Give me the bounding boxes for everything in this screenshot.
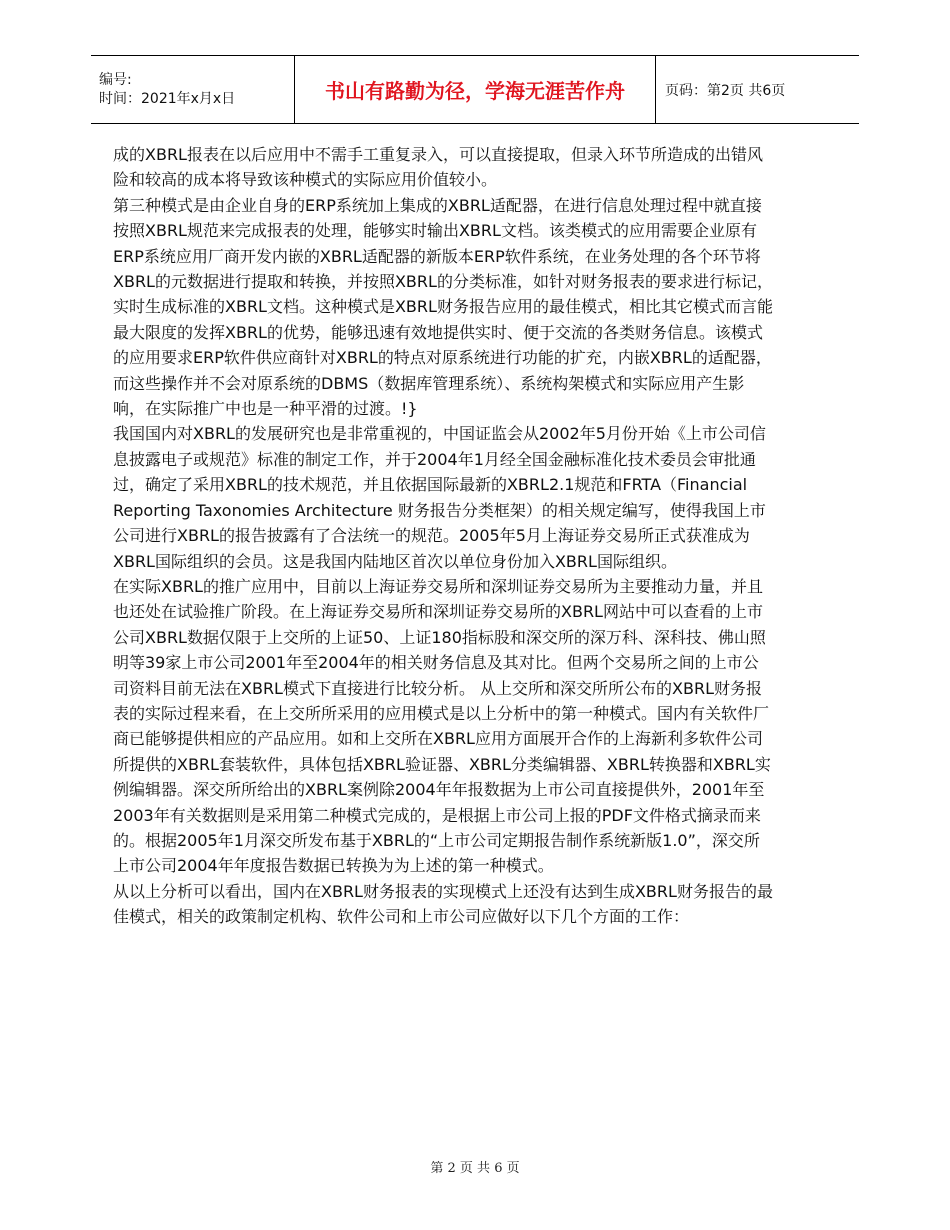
paragraph: 成的XBRL报表在以后应用中不需手工重复录入，可以直接提取，但录入环节所造成的出错风险和较高的成本将导致该种模式的实际应用价值较小。 (113, 145, 763, 190)
paragraph: 我国国内对XBRL的发展研究也是非常重视的，中国证监会从2002年5月份开始《上市公司信息披露电子或规范》标准的制定工作，并于2004年1月经全国金融标准化技术委员会审批通过，确定了采用XBRL的技术规范，并且依据国际最新的XBRL2.1规范和FRTA（Financial Reporting Taxonomies Architecture 财务报告分类框架）的相关规定编写，使得我国上市公司进行XBRL的报告披露有了合法统一的规范。2005年5月上海证券交易所正式获准成为XBRL国际组织的会员。这是我国内陆地区首次以单位身份加入XBRL国际组织。 (113, 424, 766, 571)
number-label: 编号: (99, 71, 132, 88)
paragraph: 在实际XBRL的推广应用中，目前以上海证券交易所和深圳证券交易所为主要推动力量，并且也还处在试验推广阶段。在上海证券交易所和深圳证券交易所的XBRL网站中可以查看的上市公司XBRL数据仅限于上交所的上证50、上证180指标股和深交所的深万科、深科技、佛山照明等39家上市公司2001年至2004年的相关财务信息及其对比。但两个交易所之间的上市公司资料目前无法在XBRL模式下直接进行比较分析。 从上交所和深交所所公布的XBRL财务报表的实际过程来看，在上交所所采用的应用模式是以上分析中的第一种模式。国内有关软件厂商已能够提供相应的产品应用。如和上交所在XBRL应用方面展开合作的上海新利多软件公司所提供的XBRL套装软件，具体包括XBRL验证器、XBRL分类编辑器、XBRL转换器和XBRL实例编辑器。深交所所给出的XBRL案例除2004年年报数据为上市公司直接提供外，2001年至2003年有关数据则是采用第二种模式完成的，是根据上市公司上报的PDF文件格式摘录而来的。根据2005年1月深交所发布基于XBRL的“上市公司定期报告制作系统新版1.0”，深交所上市公司2004年年度报告数据已转换为为上述的第一种模式。 (113, 576, 771, 876)
paragraph: 第三种模式是由企业自身的ERP系统加上集成的XBRL适配器，在进行信息处理过程中就直接按照XBRL规范来完成报表的处理，能够实时输出XBRL文档。该类模式的应用需要企业原有ERP系统应用厂商开发内嵌的XBRL适配器的新版本ERP软件系统，在业务处理的各个环节将XBRL的元数据进行提取和转换，并按照XBRL的分类标准，如针对财务报表的要求进行标记，实时生成标准的XBRL文档。这种模式是XBRL财务报告应用的最佳模式，相比其它模式而言能最大限度的发挥XBRL的优势，能够迅速有效地提供实时、便于交流的各类财务信息。该模式的应用要求ERP软件供应商针对XBRL的特点对原系统进行功能的扩充，内嵌XBRL的适配器，而这些操作并不会对原系统的DBMS（数据库管理系统）、系统构架模式和实际应用产生影响，在实际推广中也是一种平滑的过渡。!} (113, 195, 773, 419)
header-motto-cell (294, 56, 656, 123)
header-meta (91, 56, 294, 123)
motto: 书山有路勤为径，学海无涯苦作舟 (325, 79, 625, 103)
page-header (91, 55, 859, 124)
paragraph: 从以上分析可以看出，国内在XBRL财务报表的实现模式上还没有达到生成XBRL财务报告的最佳模式，相关的政策制定机构、软件公司和上市公司应做好以下几个方面的工作： (113, 881, 773, 927)
header-page-cell (656, 56, 859, 123)
page-footer: 第 2 页 共 6 页 (430, 1161, 520, 1176)
page-info: 页码：第2页 共6页 (665, 82, 786, 99)
document-body (113, 142, 773, 930)
time-label: 时间：2021年x月x日 (99, 90, 236, 107)
